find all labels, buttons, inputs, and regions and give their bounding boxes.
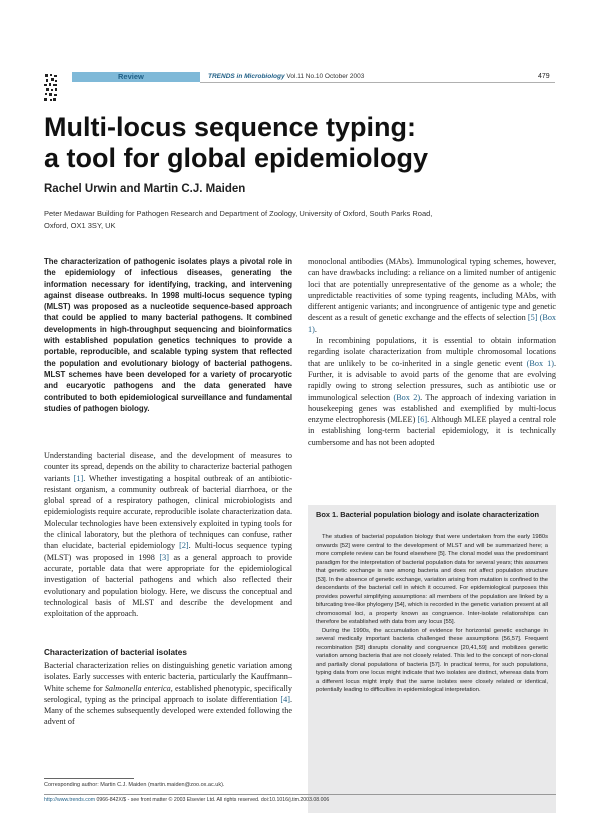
box1-link-2[interactable]: (Box 1) — [526, 358, 554, 368]
ref-link-1[interactable]: [1] — [73, 473, 84, 483]
journal-url-link[interactable]: http://www.trends.com — [44, 797, 96, 803]
title-line-1: Multi-locus sequence typing: — [44, 112, 417, 142]
box-paragraph-2: During the 1990s, the accumulation of evidence for horizontal genetic exchange in several medically important bacteria challenged these assumptions [56,57]. Frequent recombination [58] disrupts clonality and congruence [20,41,59] and mobilizes genetic variation among bacteria that are not closely related. This led to the concept of non-clonal and partially clonal populations of bacteria [57]. In practical terms, for such populations, typing data from one locus might indicate that two isolates are distinct, whereas data from a different locus might imply that the same isolates were closely related or identical, potentially leading to difficulties in epidemiological interpretation. — [316, 627, 548, 693]
footer-divider — [44, 794, 556, 795]
page-number: 479 — [538, 73, 550, 80]
affiliation-line-2: Oxford, OX1 3SY, UK — [44, 220, 116, 230]
box-1-body — [316, 533, 548, 695]
section-text-b: , established phenotypic, specifically serological, typing as the principal approach to isolate differentiation — [44, 683, 293, 704]
ref-link-2[interactable]: [2] — [179, 541, 189, 551]
organism-name: Salmonella enterica — [104, 683, 171, 693]
right-paragraph-2 — [308, 335, 556, 448]
right-text-2a: In recombining populations, it is essential to obtain information regarding isolate characterization from multiple chromosomal locations that are unlikely to be co-inherited in a single genetic event — [308, 336, 556, 368]
corresponding-author-note: Corresponding author: Martin C.J. Maiden (martin.maiden@zoo.ox.ac.uk). — [44, 782, 225, 788]
box-paragraph-1: The studies of bacterial population biology that were undertaken from the early 1980s onwards [52] were central to the development of MLST and will be summarized here; a more complete review can be found elsewhere [5]. The clonal model was the predominant paradigm for the interpretation of bacterial population data for several years; this assumes that genetic exchange is rare among bacteria and does not affect population structure [53]. In the absence of genetic exchange, variation arising from mutation is confined to the descendants of the bacterial cell in which it occurred. For epidemiological purposes this provides powerful simplifying assumptions: all members of the population are linked by a bifurcating tree-like phylogeny [54], which is recorded in the genetic variation present at all chromosomal loci, a property known as congruence. Inter-isolate relationships can therefore be established with data from any locus [55]. — [316, 534, 548, 625]
intro-text-a: Understanding bacterial disease, and the development of measures to counter its spread, depends on the ability to characterize bacterial pathogen variants — [44, 451, 292, 483]
section-paragraph — [44, 660, 292, 728]
section-text-c: . Many of the schemes subsequently developed were extended following the advent of — [44, 694, 292, 727]
abstract-text: The characterization of pathogenic isolates plays a pivotal role in the epidemiology of infectious diseases, generating the information necessary for identifying, tracking, and intervening against disease outbreaks. In 1998 multi-locus sequence typing (MLST) was proposed as a nucleotide sequence-based approach that could be applied to many bacterial pathogens. It combined developments in high-throughput sequencing and bioinformatics with established population genetics techniques to provide a portable, reproducible, and scalable typing system that reflected the population and evolutionary biology of bacterial pathogens. MLST schemes have been developed for a variety of procaryotic and eucaryotic pathogens and the data generated have contributed to both epidemiological surveillance and fundamental studies of pathogen biology. — [44, 257, 292, 413]
ref-link-5[interactable]: [5] — [527, 313, 538, 323]
journal-info — [208, 72, 364, 82]
intro-text-d: as a general approach to provide accurate, portable data that were appropriate for the epidemiological investigation of bacterial pathogens and which also reflected their evolutionary and population biology. Here, we discuss the conceptual and technological basis of MLST and describe the development and exploitation of the approach. — [44, 552, 292, 619]
journal-issue: Vol.11 No.10 October 2003 — [286, 73, 365, 80]
right-text-2c: . The approach of indexing variation in housekeeping genes was established and exemplified by multi-locus enzyme electrophoresis (MLEE) — [308, 392, 556, 425]
header-divider — [200, 82, 555, 83]
right-text-2b: . Further, it is advisable to avoid parts of the genome that are evolving rapidly owing to strong selection pressures, such as antibiotic use or immunological selection — [308, 358, 557, 402]
ref-link-4[interactable]: [4] — [280, 694, 290, 704]
intro-paragraph — [44, 450, 292, 619]
authors: Rachel Urwin and Martin C.J. Maiden — [44, 183, 246, 195]
right-column — [308, 256, 556, 448]
journal-logo-icon — [44, 73, 58, 103]
section-text-a: Bacterial characterization relies on distinguishing genetic variation among isolates. Early successes with enteric bacteria, particularly the Kauffmann–White scheme for — [44, 661, 292, 693]
footer — [44, 797, 329, 803]
ref-link-6[interactable]: [6] — [417, 415, 428, 425]
right-text-1: monoclonal antibodies (MAbs). Immunological typing schemes, however, can have drawbacks including: a reliance on a limited number of antigenic loci that are potentially unrepresentative of the genome as a whole; the unpredictable reactivities of some typing reagents, including MAbs, with different antigenic variants; and incongruence of antigenic type and genetic descent as a result of genetic exchange and the effects of selection — [308, 257, 556, 323]
footnote-divider — [44, 778, 134, 779]
article-title — [44, 112, 564, 174]
right-paragraph-1: monoclonal antibodies (MAbs). Immunological typing schemes, however, can have drawbacks including: a reliance on a limited number of antigenic loci that are potentially unrepresentative of the genome as a whole; the unpredictable reactivities of some typing reagents, including MAbs, with different antigenic variants; and incongruence of antigenic type and genetic descent as a result of genetic exchange and the effects of selection [5] (Box 1). — [308, 257, 557, 334]
ref-link-3[interactable]: [3] — [159, 552, 169, 562]
journal-name: TRENDS in Microbiology — [208, 73, 285, 80]
abstract — [44, 256, 292, 414]
affiliation — [44, 208, 514, 231]
introduction — [44, 450, 292, 619]
title-line-2: a tool for global epidemiology — [44, 143, 429, 173]
section-body — [44, 660, 292, 728]
box-1-title: Box 1. Bacterial population biology and isolate characterization — [316, 510, 539, 519]
footer-copyright: 0966-842X/$ - see front matter © 2003 Elsevier Ltd. All rights reserved. doi:10.1016/j.tim.2003.08.006 — [95, 797, 330, 803]
intro-text-b: . Whether investigating a hospital outbreak of an antibiotic-resistant organism, a community outbreak of bacterial diarrhoea, or the global spread of a respiratory pathogen, clinical microbiologists and epidemiologists require accurate, reproducible isolate characterization data. Molecular technologies have been extensively exploited in typing tools for the clinical laboratory, but the plethora of techniques can confuse, rather than elucidate, bacterial epidemiology — [44, 473, 292, 551]
section-label: Review — [118, 72, 144, 81]
box1-link[interactable]: (Box 1) — [308, 313, 557, 334]
affiliation-line-1: Peter Medawar Building for Pathogen Research and Department of Zoology, University of Oxford, South Parks Road, — [44, 209, 433, 218]
intro-text-c: . Multi-locus sequence typing (MLST) was proposed in 1998 — [44, 541, 292, 562]
section-heading: Characterization of bacterial isolates — [44, 648, 187, 657]
box2-link[interactable]: (Box 2) — [393, 392, 421, 402]
right-text-2d: . Although MLEE played a central role in establishing long-term bacterial epidemiology, it is technically cumbersome and has not been adopted — [308, 415, 556, 447]
